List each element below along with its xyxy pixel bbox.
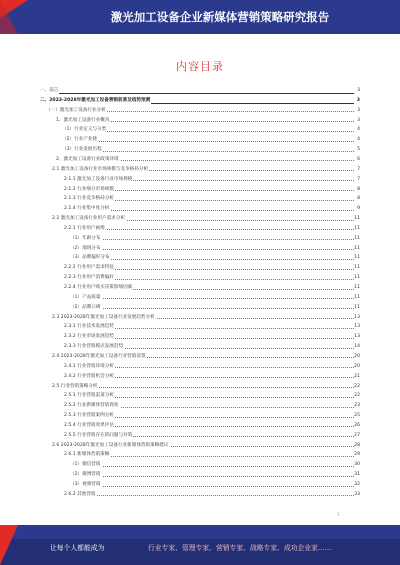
toc-entry-page: 20: [354, 353, 360, 359]
header-accent-shadow: [0, 0, 18, 34]
toc-entry[interactable]: [64, 263, 360, 272]
toc-entry[interactable]: [64, 185, 360, 194]
toc-entry[interactable]: [52, 441, 360, 450]
toc-entry-label: 2.2.2 行业用户需求特征: [64, 265, 114, 271]
toc-entry[interactable]: [64, 342, 360, 351]
toc-entry-page: 20: [354, 363, 360, 369]
toc-entry[interactable]: [56, 155, 360, 164]
toc-entry-page: 32: [354, 482, 360, 487]
toc-entry-page: 33: [354, 491, 360, 497]
toc-entry[interactable]: [64, 450, 360, 459]
toc-entry-page: 29: [354, 452, 360, 458]
toc-entry-label: 2.5 行业营销策略分析: [52, 383, 98, 389]
toc-entry-label: （1）行业定义与分类: [62, 127, 107, 133]
toc-entry-label: （2）行业产业链: [62, 137, 98, 143]
toc-entry-label: 二、2023-2028年激光加工设备营销前景及趋势预测: [40, 97, 151, 103]
toc-entry[interactable]: [64, 224, 360, 233]
toc-entry-page: 13: [354, 324, 360, 330]
toc-entry-page: 3: [354, 106, 360, 115]
toc-leader-dots: [70, 249, 354, 250]
toc-leader-dots: [62, 151, 354, 152]
toc-entry[interactable]: [64, 332, 360, 341]
toc-entry-label: 2.5.4 行业营销效果评估: [64, 422, 114, 428]
footer-red-accent: [0, 525, 18, 565]
toc-leader-dots: [70, 476, 354, 477]
toc-entry-page: 30: [354, 462, 360, 468]
toc-entry-page: 11: [354, 225, 360, 231]
toc-entry-label: （3）品牌偏好分布: [70, 255, 110, 261]
toc-entry-page: 21: [354, 373, 360, 379]
toc-entry-page: 9: [354, 204, 360, 213]
toc-entry[interactable]: [46, 106, 360, 115]
toc-entry-page: 4: [354, 135, 360, 144]
toc-entry-label: 2.3 2023-2028年激光加工设备行业发展趋势分析: [52, 314, 155, 320]
toc-entry-page: 11: [354, 216, 360, 222]
toc-entry-label: 2.6.1 新媒体营销策略: [64, 452, 110, 458]
toc-entry-label: 2.2.4 行业用户购买决策影响因素: [64, 285, 133, 290]
toc-entry[interactable]: [70, 234, 360, 243]
toc-entry[interactable]: [40, 86, 360, 95]
toc-entry[interactable]: [64, 204, 360, 213]
toc-entry-label: 2.5.3 行业营销案例分析: [64, 413, 114, 419]
toc-entry-label: （3）行业发展历程: [62, 147, 102, 153]
toc-entry-page: 13: [354, 334, 360, 340]
toc-entry[interactable]: [62, 135, 360, 144]
toc-entry-page: 7: [354, 165, 360, 174]
toc-entry[interactable]: [64, 175, 360, 184]
toc-leader-dots: [64, 495, 354, 496]
toc-leader-dots: [64, 229, 354, 230]
toc-entry[interactable]: [62, 125, 360, 134]
toc-entry-label: 2.3.1 行业技术发展趋势: [64, 324, 114, 330]
toc-entry[interactable]: [64, 372, 360, 381]
toc-entry-label: 一、前言: [40, 88, 59, 93]
toc-entry-label: 2.4.2 行业营销机会分析: [64, 373, 114, 379]
toc-entry[interactable]: [64, 411, 360, 420]
toc-entry[interactable]: [70, 480, 360, 489]
toc-entry[interactable]: [52, 214, 360, 223]
toc-entry[interactable]: [70, 253, 360, 262]
toc-leader-dots: [70, 308, 354, 309]
toc-entry-label: 2.5.2 行业新媒体营销现状: [64, 403, 119, 409]
toc-entry-page: 13: [354, 314, 360, 320]
footer-slogan-left: 让每个人都能成为: [50, 544, 105, 552]
toc-entry-page: 25: [354, 413, 360, 419]
toc-entry-label: 2.4 2023-2028年激光加工设备行业营销前景: [52, 353, 146, 359]
toc-entry[interactable]: [64, 283, 360, 292]
toc-entry[interactable]: [70, 460, 360, 469]
toc-entry-label: 2.1.3 行业竞争格局分析: [64, 196, 114, 202]
toc-heading: 内容目录: [176, 60, 224, 73]
toc-entry[interactable]: [56, 116, 360, 125]
table-of-contents: [40, 86, 360, 506]
toc-leader-dots: [40, 93, 354, 94]
toc-entry[interactable]: [64, 431, 360, 440]
toc-entry-label: （3）视频营销: [70, 482, 101, 487]
toc-entry-page: 28: [354, 442, 360, 448]
toc-entry-label: 2.6 2023-2028年激光加工设备行业新媒体营销策略建议: [52, 442, 169, 448]
toc-entry-page: 5: [354, 145, 360, 154]
toc-entry[interactable]: [64, 273, 360, 282]
toc-entry[interactable]: [64, 391, 360, 400]
toc-entry-label: 2.5.5 行业营销存在的问题与对策: [64, 432, 133, 438]
toc-entry-page: 6: [354, 155, 360, 164]
toc-entry-label: 2.1.2 行业细分市场规模: [64, 186, 114, 192]
document-title: 激光加工设备企业新媒体营销策略研究报告: [110, 10, 330, 24]
toc-entry-page: 11: [354, 304, 360, 310]
toc-entry-page: 7: [354, 175, 360, 184]
toc-entry-label: （2）微博营销: [70, 472, 101, 478]
toc-entry[interactable]: [70, 244, 360, 253]
toc-entry-label: （2）品牌口碑: [70, 304, 101, 310]
toc-entry-label: 2、激光加工设备行业政策环境: [56, 156, 119, 162]
toc-entry[interactable]: [64, 490, 360, 499]
toc-entry-label: 2.2.1 行业用户画像: [64, 225, 105, 231]
toc-entry-page: 8: [354, 194, 360, 203]
toc-entry-page: 11: [354, 265, 360, 271]
toc-entry-label: 2.1 激光加工设备行业市场规模与竞争格局分析: [52, 166, 149, 172]
toc-entry[interactable]: [40, 96, 360, 105]
toc-entry-page: 23: [354, 403, 360, 409]
toc-entry-page: 27: [354, 432, 360, 438]
toc-entry-label: 2.6.2 其他营销: [64, 491, 96, 497]
toc-entry-label: （一）激光加工设备行业分析: [46, 107, 106, 113]
footer-slogan-right: 行业专家、管理专家、营销专家、战略专家、成功企业家……: [148, 544, 332, 552]
toc-leader-dots: [70, 259, 354, 260]
toc-entry-label: （1）年龄分布: [70, 235, 101, 241]
toc-entry-page: 14: [354, 344, 360, 350]
toc-entry[interactable]: [70, 470, 360, 479]
toc-entry-page: 8: [354, 185, 360, 194]
toc-entry[interactable]: [64, 362, 360, 371]
toc-entry-page: 11: [354, 285, 360, 290]
toc-entry-label: 2.2 激光加工设备行业用户需求分析: [52, 216, 126, 222]
toc-leader-dots: [70, 239, 354, 240]
toc-entry-page: 11: [354, 255, 360, 261]
toc-entry-page: 26: [354, 422, 360, 428]
toc-entry-page: 22: [354, 393, 360, 399]
toc-entry-label: （2）地域分布: [70, 245, 101, 251]
toc-leader-dots: [62, 141, 354, 142]
toc-entry-label: 2.4.1 行业营销环境分析: [64, 363, 114, 369]
toc-entry-label: （1）微信营销: [70, 462, 101, 468]
toc-entry-label: 2.3.3 行业营销模式发展趋势: [64, 344, 124, 350]
toc-entry[interactable]: [70, 293, 360, 302]
toc-entry-label: 2.1.1 激光加工设备行业市场规模: [64, 176, 133, 182]
toc-entry[interactable]: [64, 194, 360, 203]
toc-entry[interactable]: [64, 401, 360, 410]
toc-entry[interactable]: [52, 165, 360, 174]
toc-entry-page: 22: [354, 383, 360, 389]
toc-leader-dots: [70, 486, 354, 487]
toc-entry-page: 3: [354, 86, 360, 95]
toc-entry[interactable]: [70, 303, 360, 312]
toc-entry-page: 11: [354, 245, 360, 251]
toc-entry-label: 2.3.2 行业市场发展趋势: [64, 334, 114, 340]
toc-entry-label: 1、激光加工设备行业概况: [56, 117, 110, 123]
toc-entry-page: 11: [354, 294, 360, 300]
toc-leader-dots: [70, 466, 354, 467]
toc-entry-label: 2.5.1 行业营销渠道分析: [64, 393, 114, 399]
toc-entry-page: 31: [354, 472, 360, 478]
toc-entry-page: 11: [354, 235, 360, 241]
toc-entry-label: 2.2.3 行业用户消费偏好: [64, 275, 114, 281]
page-number: 1: [337, 512, 340, 517]
toc-entry[interactable]: [52, 382, 360, 391]
toc-entry[interactable]: [64, 322, 360, 331]
toc-entry[interactable]: [62, 145, 360, 154]
toc-entry-label: （1）产品质量: [70, 294, 101, 300]
toc-entry-page: 11: [354, 275, 360, 281]
toc-entry[interactable]: [52, 352, 360, 361]
toc-entry-page: 4: [354, 125, 360, 134]
toc-leader-dots: [70, 298, 354, 299]
toc-entry[interactable]: [64, 421, 360, 430]
toc-entry[interactable]: [52, 313, 360, 322]
toc-entry-page: 3: [354, 116, 360, 125]
toc-entry-page: 3: [354, 96, 360, 105]
toc-entry-label: 2.1.4 行业集中度分析: [64, 206, 110, 212]
